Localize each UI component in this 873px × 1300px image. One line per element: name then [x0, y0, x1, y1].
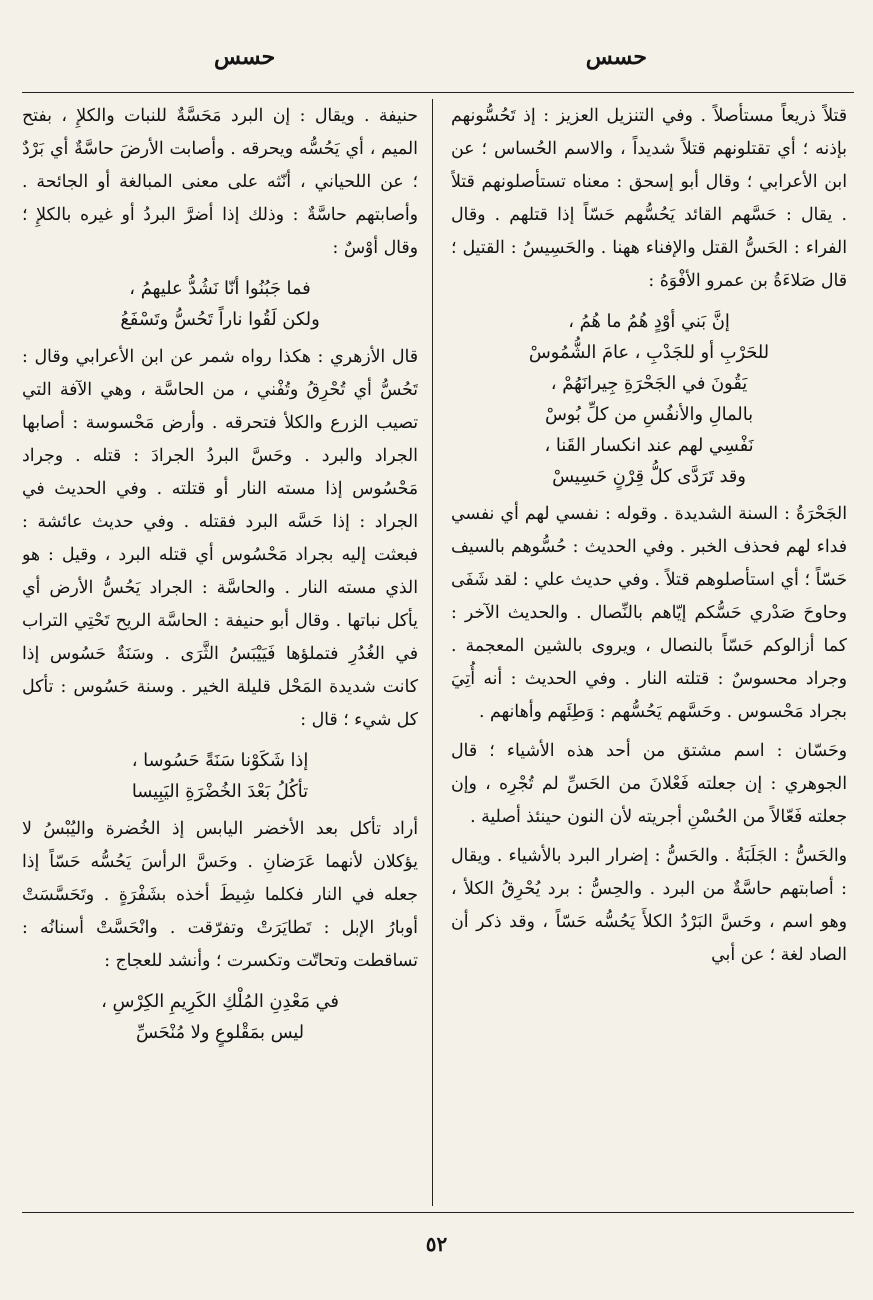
paragraph: أراد تأكل بعد الأخضر اليابس إذ الخُضرة واليُبْسُ لا يؤكلان لأنهما عَرَضانِ . وحَسَّ الرأسَ يَحُسُّه حَسّاً إذا جعله في النار فكلما شِيطَ أخذه بشَفْرَةٍ . وتَحَسَّسَتْ أوبارُ الإبل : تَطايَرَتْ وتفرّقت . وانْحَسَّتْ أسنانُه : تساقطت وتحاتّت وتكسرت ؛ وأنشد للعجاج : [22, 819, 418, 971]
verse-line: إذا شَكَوْنا سَنَةً حَسُوسا ، [131, 750, 309, 771]
paragraph: والحَسُّ : الجَلَبَةُ . والحَسُّ : إضرار البرد بالأشياء . ويقال : أصابتهم حاسَّةٌ من البرد . والحِسُّ : برد يُحْرِقُ الكلأ ، وهو اسم ، وحَسَّ البَرْدُ الكلأَ يَحُسُّه حَسّاً ، وقد ذكر أن الصاد لغة ؛ عن أبي [451, 846, 847, 965]
verse-line: يَقُونَ في الجَحْرَةِ جِيرانَهُمْ ، [550, 373, 748, 394]
verse-line: تأكُلُ بَعْدَ الخُضْرَةِ اليَبِيسا [131, 781, 309, 802]
right-column [451, 100, 847, 1204]
verse-line: فما جَبُنُوا أنّا نَشُدُّ عليهمُ ، [129, 278, 311, 299]
poem [22, 986, 418, 1048]
verse-line: في مَعْدِنِ المُلْكِ الكَرِيمِ الكِرْسِ ، [101, 991, 339, 1012]
verse-line: ليس بمَقْلوعٍ ولا مُنْحَسِّ [135, 1022, 305, 1043]
verse-line: للحَرْبِ أو للجَدْبِ ، عامَ الشُّمُوسْ [528, 342, 770, 363]
column-divider [432, 99, 433, 1206]
poem [22, 745, 418, 807]
poem [22, 273, 418, 335]
verse-line: وقد تَرَدَّى كلُّ قِرْنٍ حَسِيسْ [552, 466, 746, 487]
page-number: ٥٢ [425, 1232, 448, 1256]
running-head-right: حسس [585, 44, 647, 70]
paragraph: الجَحْرَةُ : السنة الشديدة . وقوله : نفسي لهم أي نفسي فداء لهم فحذف الخبر . وفي الحديث : حُسُّوهم بالسيف حَسّاً ؛ أي استأصلوهم قتلاً . وفي حديث علي : لقد شَفَى وحاوحَ صَدْري حَسُّكم إيّاهم بالنِّصال . والحديث الآخر : كما أزالوكم حَسّاً بالنصال ، ويروى بالشين المعجمة . وجراد محسوسٌ : قتلته النار . وفي الحديث : أنه أُتِيَ بجراد مَحْسوس . وحَسَّهم يَحُسُّهم : وَطِئَهم وأهانهم . [451, 504, 847, 722]
verse-line: إنَّ بَني أوْدٍ هُمُ ما هُمُ ، [568, 311, 730, 332]
paragraph: قتلاً ذريعاً مستأصلاً . وفي التنزيل العزيز : إذ تَحُسُّونهم بإذنه ؛ أي تقتلونهم قتلاً شديداً ، والاسم الحُساس ؛ عن ابن الأعرابي ؛ وقال أبو إسحق : معناه تستأصلونهم قتلاً . يقال : حَسَّهم القائد يَحُسُّهم حَسّاً إذا قتلهم . وقال الفراء : الحَسُّ القتل والإفناء ههنا . والحَسِيسُ : القتيل ؛ قال صَلاءَةُ بن عمرو الأفْوَهُ : [451, 106, 847, 291]
top-rule [22, 92, 854, 93]
verse-line: نَفْسِي لهم عند انكسار القَنا ، [544, 435, 754, 456]
verse-line: بالمالِ والأنفُسِ من كلِّ بُوسْ [544, 404, 754, 425]
bottom-rule [22, 1212, 854, 1213]
paragraph: حنيفة . ويقال : إن البرد مَحَسَّةٌ للنبات والكلإِ ، بفتح الميم ، أي يَحُسُّه ويحرقه . وأصابت الأرضَ حاسَّةٌ أي بَرْدٌ ؛ عن اللحياني ، أنّثه على معنى المبالغة أو الجائحة . وأصابتهم حاسَّةٌ : وذلك إذا أضرَّ البردُ أو غيره بالكلإِ ؛ وقال أوْسٌ : [22, 106, 418, 258]
verse-line: ولكن لَقُوا ناراً تَحُسُّ وتَسْفَعُ [120, 309, 320, 330]
running-head-left: حسس [214, 44, 276, 70]
paragraph: وحَسّان : اسم مشتق من أحد هذه الأشياء ؛ قال الجوهري : إن جعلته فَعْلانَ من الحَسِّ لم تُجْرِه ، وإن جعلته فَعّالاً من الحُسْنِ أجريته لأن النون حينئذ أصلية . [451, 741, 847, 827]
paragraph: قال الأزهري : هكذا رواه شمر عن ابن الأعرابي وقال : تَحُسُّ أي تُحْرِقُ وتُفْني ، من الحاسَّة ، وهي الآفة التي تصيب الزرع والكلأ فتحرقه . وأرض مَحْسوسة : أصابها الجراد والبرد . وحَسَّ البردُ الجرادَ : قتله . وجراد مَحْسُوس إذا مسته النار أو قتلته . وفي الحديث في الجراد : إذا حَسَّه البرد فقتله . وفي حديث عائشة : فبعثت إليه بجراد مَحْسُوس أي قتله البرد ، وقيل : هو الذي مسته النار . والحاسَّة : الجراد يَحُسُّ الأرض أي يأكل نباتها . وقال أبو حنيفة : الحاسَّة الريح تَحْتِي التراب في الغُدُرِ فتملؤها فَيَيْبَسُ الثَّرَى . وسَنَةٌ حَسُوس إذا كانت شديدة المَحْل قليلة الخير . وسنة حَسُوس : تأكل كل شيء ؛ قال : [22, 347, 418, 730]
left-column [22, 100, 418, 1204]
poem [451, 306, 847, 492]
